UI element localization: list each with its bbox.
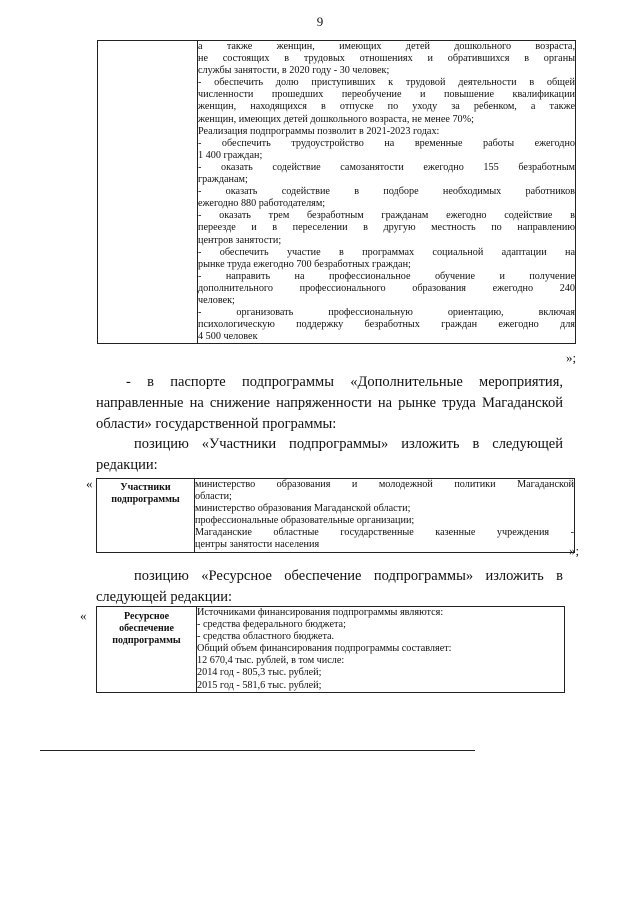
- text-line: - организовать профессиональную ориентацию, включая: [198, 307, 575, 319]
- text-line: переезде и в переселении в другую местность по направлению: [198, 222, 575, 234]
- continuation-text-cell: [198, 41, 576, 344]
- text-line: области;: [195, 491, 232, 503]
- text-line: - обеспечить трудоустройство на временные работы ежегодно: [198, 137, 575, 149]
- paragraph-line: направленные на снижение напряженности на рынке труда Магаданской: [96, 395, 563, 411]
- text-line: Общий объем финансирования подпрограммы составляет:: [197, 643, 452, 655]
- text-line: а также женщин, имеющих детей дошкольного возраста,: [198, 41, 575, 52]
- text-line: центров занятости;: [198, 234, 282, 246]
- paragraph-line: - в паспорте подпрограммы «Дополнительные мероприятия,: [126, 374, 563, 390]
- text-line: дополнительного профессионального образования ежегодно 240: [198, 282, 575, 294]
- empty-left-cell: [98, 41, 198, 344]
- opening-quote: «: [80, 608, 87, 623]
- text-line: гражданам;: [198, 174, 248, 186]
- text-line: 2014 год - 805,3 тыс. рублей;: [197, 667, 322, 679]
- paragraph-line: области» государственной программы:: [96, 416, 337, 432]
- text-line: 4 500 человек: [198, 331, 258, 343]
- text-line: - оказать содействие в подборе необходимых работников: [198, 186, 575, 198]
- text-line: женщин, находящихся в отпуске по уходу за ребенком, а также: [198, 101, 575, 113]
- text-line: женщин, имеющих детей дошкольного возраста, не менее 70%;: [198, 113, 474, 125]
- resources-table: [96, 606, 565, 693]
- text-line: министерство образования и молодежной политики Магаданской: [195, 479, 574, 490]
- resources-instruction: [96, 566, 563, 608]
- opening-quote: «: [86, 476, 93, 491]
- closing-quote: »;: [569, 543, 580, 558]
- text-line: Источниками финансирования подпрограммы являются:: [197, 607, 444, 618]
- text-line: психологическую поддержку безработных граждан ежегодно для: [198, 319, 575, 331]
- participants-instruction: [96, 434, 563, 476]
- page-number: 9: [316, 14, 324, 29]
- text-line: профессиональные образовательные организации;: [195, 515, 415, 527]
- paragraph-line: редакции:: [96, 457, 158, 473]
- text-line: 2015 год - 581,6 тыс. рублей;: [197, 679, 322, 691]
- text-line: Реализация подпрограммы позволит в 2021-2023 годах:: [198, 125, 440, 137]
- text-line: - оказать содействие самозанятости ежегодно 155 безработным: [198, 161, 575, 173]
- text-line: министерство образования Магаданской области;: [195, 503, 411, 515]
- participants-table: [96, 478, 575, 553]
- resources-text-cell: [197, 607, 565, 693]
- text-line: - обеспечить долю приступивших к трудовой деятельности в общей: [198, 77, 575, 89]
- participants-label-cell: Участники подпрограммы: [97, 479, 195, 553]
- text-line: человек;: [198, 294, 235, 306]
- text-line: Магаданские областные государственные казенные учреждения -: [195, 527, 574, 539]
- text-line: - средства федерального бюджета;: [197, 619, 346, 631]
- text-line: - оказать трем безработным гражданам ежегодно содействие в: [198, 210, 575, 222]
- text-line: - средства областного бюджета.: [197, 631, 335, 643]
- separator-line: [40, 750, 475, 751]
- text-line: рынке труда ежегодно 700 безработных граждан;: [198, 258, 411, 270]
- resources-label-cell: Ресурсное обеспечение подпрограммы: [97, 607, 197, 693]
- passport-paragraph: [96, 372, 563, 435]
- text-line: ежегодно 880 работодателям;: [198, 198, 326, 210]
- text-line: - обеспечить участие в программах социальной адаптации на: [198, 246, 575, 258]
- text-line: 1 400 граждан;: [198, 149, 263, 161]
- text-line: центры занятости населения: [195, 539, 320, 551]
- text-line: - направить на профессиональное обучение и получение: [198, 270, 575, 282]
- paragraph-line: следующей редакции:: [96, 589, 233, 605]
- paragraph-line: позицию «Участники подпрограммы» изложить в следующей: [134, 436, 563, 452]
- text-line: 12 670,4 тыс. рублей, в том числе:: [197, 655, 345, 667]
- text-line: численности прошедших переобучение и повышение квалификации: [198, 89, 575, 101]
- participants-text-cell: [195, 479, 575, 553]
- continuation-table: [97, 40, 576, 344]
- text-line: службы занятости, в 2020 году - 30 человек;: [198, 65, 390, 77]
- text-line: не состоящих в трудовых отношениях и обратившихся в органы: [198, 53, 575, 65]
- paragraph-line: позицию «Ресурсное обеспечение подпрограммы» изложить в: [134, 568, 563, 584]
- closing-quote: »;: [566, 350, 577, 365]
